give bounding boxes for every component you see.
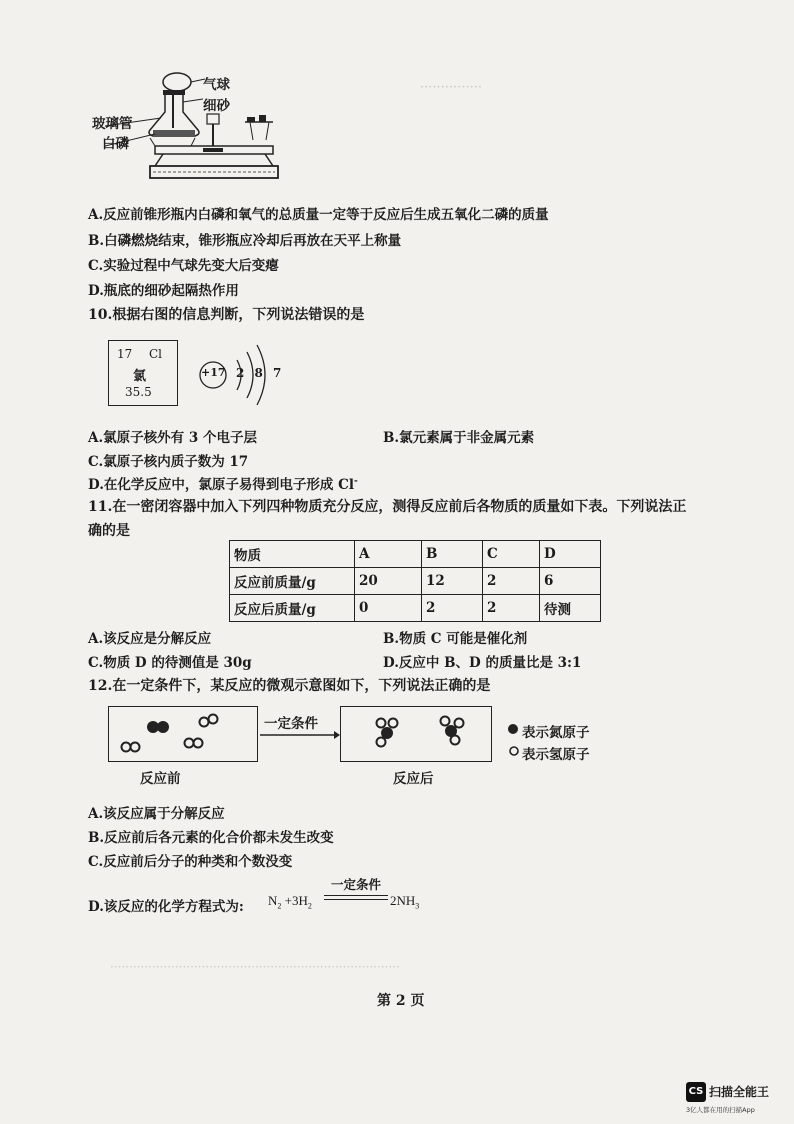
mass-table <box>229 540 601 622</box>
q11-stem-line2: 确的是 <box>88 523 130 539</box>
eq-product <box>390 893 419 911</box>
q12-option-b: B.反应前后各元素的化合价都未发生改变 <box>88 830 334 846</box>
table-cell: 6 <box>540 568 601 595</box>
table-row <box>230 595 601 622</box>
table-row <box>230 568 601 595</box>
table-cell: B <box>422 541 483 568</box>
chemical-equation <box>268 893 312 911</box>
eq-line-top <box>324 895 388 896</box>
q10-option-c: C.氯原子核内质子数为 17 <box>88 454 249 470</box>
q11-option-b: B.物质 C 可能是催化剂 <box>383 631 528 647</box>
eq-line-bottom <box>324 899 388 900</box>
table-cell: 20 <box>355 568 422 595</box>
watermark-tagline: 3亿人都在用的扫描App <box>686 1106 755 1114</box>
table-cell: D <box>540 541 601 568</box>
eq-nh-subscript: 3 <box>415 901 420 911</box>
label-after-reaction: 反应后 <box>393 771 434 787</box>
table-cell: C <box>483 541 540 568</box>
q12-option-d-prefix: D.该反应的化学方程式为: <box>88 899 244 915</box>
q9-option-a: A.反应前锥形瓶内白磷和氧气的总质量一定等于反应后生成五氧化二磷的质量 <box>88 207 549 223</box>
eq-nh: 2NH <box>390 893 416 908</box>
q11-option-a: A.该反应是分解反应 <box>88 631 212 647</box>
bleed-through-text: ············································································ <box>110 960 400 974</box>
label-white-phosphorus: 白磷 <box>102 136 129 152</box>
q10-option-b: B.氯元素属于非金属元素 <box>383 430 535 446</box>
atom-nucleus: +17 <box>201 366 226 379</box>
element-name: 氯 <box>133 369 147 384</box>
q9-option-d: D.瓶底的细砂起隔热作用 <box>88 283 239 299</box>
table-cell: 2 <box>422 595 483 622</box>
eq-condition: 一定条件 <box>330 877 381 892</box>
q12-option-c: C.反应前后分子的种类和个数没变 <box>88 854 293 870</box>
q11-option-d: D.反应中 B、D 的质量比是 3:1 <box>383 655 582 671</box>
table-cell: 0 <box>355 595 422 622</box>
atom-shells: 2 8 7 <box>236 366 282 380</box>
molecules-after <box>341 707 491 761</box>
label-before-reaction: 反应前 <box>140 771 181 787</box>
q9-option-b: B.白磷燃烧结束，锥形瓶应冷却后再放在天平上称量 <box>88 233 402 249</box>
table-cell: 物质 <box>230 541 355 568</box>
reaction-after-box <box>340 706 492 762</box>
label-glass-tube: 玻璃管 <box>92 116 133 132</box>
table-cell: A <box>355 541 422 568</box>
reaction-before-box <box>108 706 258 762</box>
q11-stem-line1: 11.在一密闭容器中加入下列四种物质充分反应，测得反应前后各物质的质量如下表。下列说法正 <box>88 499 687 515</box>
q12-stem: 12.在一定条件下，某反应的微观示意图如下，下列说法正确的是 <box>88 678 491 694</box>
table-cell: 12 <box>422 568 483 595</box>
hydrogen-atom-icon <box>508 745 520 757</box>
eq-plus-h: +3H <box>281 893 308 908</box>
label-sand: 细砂 <box>203 98 230 114</box>
watermark-brand: 扫描全能王 <box>709 1085 770 1099</box>
label-balloon: 气球 <box>203 77 230 93</box>
legend-nitrogen: 表示氮原子 <box>522 725 590 741</box>
legend-hydrogen: 表示氢原子 <box>522 747 590 763</box>
molecules-before <box>109 707 257 761</box>
table-cell: 反应前质量/g <box>230 568 355 595</box>
q10-option-d-superscript: - <box>354 476 358 487</box>
reaction-arrow-icon <box>260 730 340 740</box>
page-number: 第 2 页 <box>377 993 425 1009</box>
eq-n-subscript: 2 <box>277 901 282 911</box>
element-cell <box>108 340 178 406</box>
nitrogen-atom-icon <box>507 723 519 735</box>
q10-option-d <box>88 473 358 493</box>
table-cell: 2 <box>483 568 540 595</box>
q11-option-c: C.物质 D 的待测值是 30g <box>88 655 252 671</box>
camscanner-logo: CS <box>686 1082 706 1102</box>
eq-h-subscript: 2 <box>307 901 312 911</box>
q12-option-a: A.该反应属于分解反应 <box>88 806 225 822</box>
element-mass: 35.5 <box>125 385 152 399</box>
bleed-through-text: ··············· <box>420 80 482 95</box>
q10-option-a: A.氯原子核外有 3 个电子层 <box>88 430 257 446</box>
q10-stem: 10.根据右图的信息判断，下列说法错误的是 <box>88 307 365 323</box>
table-cell: 待测 <box>540 595 601 622</box>
q9-option-c: C.实验过程中气球先变大后变瘪 <box>88 258 279 274</box>
element-symbol: Cl <box>149 347 163 361</box>
element-number: 17 <box>117 347 133 361</box>
table-cell: 2 <box>483 595 540 622</box>
q10-option-d-text: D.在化学反应中，氯原子易得到电子形成 Cl <box>88 477 354 493</box>
table-row <box>230 541 601 568</box>
table-cell: 反应后质量/g <box>230 595 355 622</box>
eq-n: N <box>268 893 278 908</box>
reaction-condition: 一定条件 <box>264 716 318 732</box>
